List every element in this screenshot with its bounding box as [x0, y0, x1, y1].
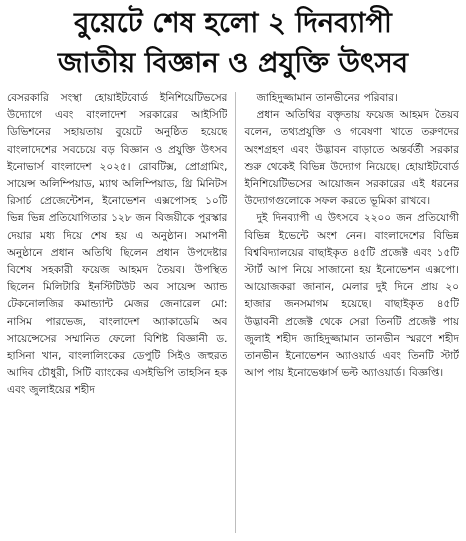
right-column	[244, 90, 459, 541]
left-paragraph-1: বেসরকারি সংস্থা হোয়াইটবোর্ড ইনিশিয়েটিভসের উদ্যোগে এবং বাংলাদেশ সরকারের আইসিটি ডিভিশনের সহায়তায় বুয়েটে অনুষ্ঠিত হয়েছে বাংলাদেশের সবচেয়ে বড় বিজ্ঞান ও প্রযুক্তি উৎসব ইনোভার্স বাংলাদেশ ২০২৫। রোবটিক্স, প্রোগ্রামিং, সায়েন্স অলিম্পিয়াড, ম্যাথ অলিম্পিয়াড, থ্রি মিনিটস রিসার্চ প্রেজেন্টেশন, ইনোভেশন এক্সপোসহ ১০টি ভিন্ন ভিন্ন প্রতিযোগিতার ১২৮ জন বিজয়ীকে পুরস্কার দেয়ার মধ্য দিয়ে শেষ হয় এ অনুষ্ঠান। সমাপনী অনুষ্ঠানে প্রধান অতিথি ছিলেন প্রধান উপদেষ্টার বিশেষ সহকারী ফয়েজ আহমদ তৈয়ব। উপস্থিত ছিলেন মিলিটারি ইনস্টিটিউট অব সায়েন্স অ্যান্ড টেকনোলজির কমান্ড্যান্ট মেজর জেনারেল মো: নাসিম পারভেজ, বাংলাদেশ অ্যাকাডেমি অব সায়েন্সেসের সম্মানিত ফেলো বিশিষ্ট বিজ্ঞানী ড. হাসিনা খান, বাংলালিংকের ডেপুটি সিইও জহুরত আদিব চৌধুরী, সিটি ব্যাংকের এসইভিপি তাহসিন হক এবং জুলাইয়ের শহীদ	[7, 92, 228, 397]
right-paragraph-3: দুই দিনব্যাপী এ উৎসবে ২২০০ জন প্রতিযোগী বিভিন্ন ইভেন্টে অংশ নেন। বাংলাদেশের বিভিন্ন বিশ্ববিদ্যালয়ের বাছাইকৃত ৪৫টি প্রজেক্ট এবং ১৫টি স্টার্ট আপ নিয়ে সাজানো হয় ইনোভেশন এক্সপো। আয়োজকরা জানান, মেলার দুই দিনে প্রায় ২০ হাজার জনসমাগম হয়েছে। বাছাইকৃত ৪৫টি উদ্ভাবনী প্রজেক্ট থেকে সেরা তিনটি প্রজেক্ট পায় জুলাই শহীদ জাহিদুজ্জামান তানভীন স্মরণে শহীদ তানভীন ইনোভেশন অ্যাওয়ার্ড এবং তিনটি স্টার্ট আপ পায় ইনোভেঞ্চার্স ভল্ট অ্যাওয়ার্ড। বিজ্ঞপ্তি।	[244, 212, 459, 380]
article-headline	[6, 4, 460, 84]
article-body	[7, 90, 459, 541]
headline-line-2: জাতীয় বিজ্ঞান ও প্রযুক্তি উৎসব	[57, 47, 409, 79]
left-column	[7, 90, 227, 541]
right-paragraph-1: জাহিদুজ্জামান তানভীনের পরিবার।	[256, 92, 398, 104]
headline-line-1: বুয়েটে শেষ হলো ২ দিনব্যাপী	[74, 7, 392, 39]
right-paragraph-2: প্রধান অতিথির বক্তৃতায় ফয়েজ আহমদ তৈয়ব বলেন, তথ্যপ্রযুক্তি ও গবেষণা খাতে তরুণদের অংশগ্রহণ এবং উদ্ভাবন বাড়াতে অন্তর্বর্তী সরকার শুরু থেকেই বিভিন্ন উদ্যোগ নিয়েছে। হোয়াইটবোর্ড ইনিশিয়েটিভসের আয়োজন সরকারের এই ধরনের উদ্যোগগুলোকে সফল করতে ভূমিকা রাখবে।	[244, 109, 459, 208]
bottom-crop	[7, 535, 227, 541]
column-divider	[235, 92, 236, 533]
